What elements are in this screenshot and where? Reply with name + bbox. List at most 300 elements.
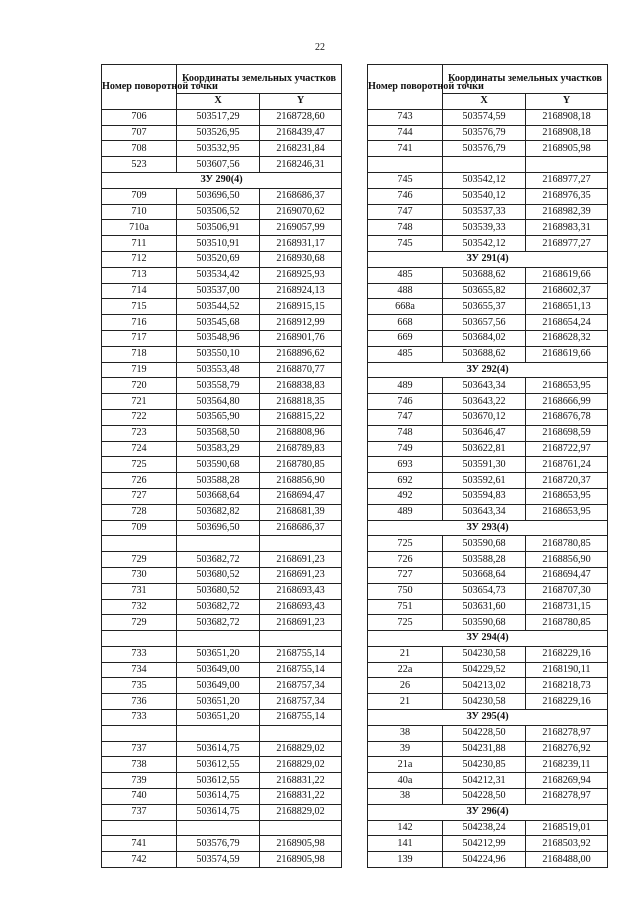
y-coordinate-cell: 2168278,97: [526, 789, 608, 805]
header-point-number: Номер поворотной точки: [368, 65, 443, 110]
point-number-cell: 692: [368, 473, 443, 489]
point-number-cell: 733: [102, 710, 177, 726]
x-coordinate-cell: 503688,62: [443, 346, 526, 362]
table-row: [102, 141, 342, 157]
y-coordinate-cell: 2168619,66: [526, 346, 608, 362]
point-number-cell: 489: [368, 504, 443, 520]
table-row: [102, 346, 342, 362]
point-number-cell: 745: [368, 172, 443, 188]
point-number-cell: 739: [102, 773, 177, 789]
y-coordinate-cell: 2168856,90: [260, 473, 342, 489]
x-coordinate-cell: 503655,82: [443, 283, 526, 299]
section-label: ЗУ 295(4): [368, 710, 608, 726]
x-coordinate-cell: 503594,83: [443, 488, 526, 504]
x-coordinate-cell: 503506,52: [177, 204, 260, 220]
y-coordinate-cell: 2168229,16: [526, 646, 608, 662]
y-coordinate-cell: 2168977,27: [526, 172, 608, 188]
x-coordinate-cell: 503696,50: [177, 188, 260, 204]
table-row: [368, 615, 608, 631]
y-coordinate-cell: [526, 157, 608, 173]
x-coordinate-cell: 503682,72: [177, 599, 260, 615]
x-coordinate-cell: 503590,68: [177, 457, 260, 473]
table-row: [368, 220, 608, 236]
x-coordinate-cell: 503537,00: [177, 283, 260, 299]
x-coordinate-cell: 503542,12: [443, 236, 526, 252]
x-coordinate-cell: 503655,37: [443, 299, 526, 315]
x-coordinate-cell: 504212,99: [443, 836, 526, 852]
point-number-cell: 722: [102, 409, 177, 425]
table-row: [102, 662, 342, 678]
x-coordinate-cell: [177, 536, 260, 552]
table-row: [102, 741, 342, 757]
y-coordinate-cell: 2168780,85: [526, 536, 608, 552]
y-coordinate-cell: 2168905,98: [526, 141, 608, 157]
table-row: [102, 536, 342, 552]
coordinates-table-left-body: [102, 109, 342, 867]
coordinates-table-right: [367, 64, 608, 868]
table-row: [102, 220, 342, 236]
point-number-cell: 733: [102, 646, 177, 662]
x-coordinate-cell: 503588,28: [177, 473, 260, 489]
point-number-cell: 721: [102, 394, 177, 410]
x-coordinate-cell: 503651,20: [177, 694, 260, 710]
x-coordinate-cell: 503614,75: [177, 804, 260, 820]
y-coordinate-cell: 2168693,43: [260, 599, 342, 615]
point-number-cell: 21: [368, 694, 443, 710]
point-number-cell: 735: [102, 678, 177, 694]
x-coordinate-cell: 503510,91: [177, 236, 260, 252]
y-coordinate-cell: 2168676,78: [526, 409, 608, 425]
y-coordinate-cell: 2168905,98: [260, 852, 342, 868]
table-row: [368, 567, 608, 583]
point-number-cell: 713: [102, 267, 177, 283]
x-coordinate-cell: 503688,62: [443, 267, 526, 283]
table-row: [368, 315, 608, 331]
point-number-cell: 712: [102, 251, 177, 267]
x-coordinate-cell: 503545,68: [177, 315, 260, 331]
table-row: [102, 631, 342, 647]
y-coordinate-cell: 2168757,34: [260, 694, 342, 710]
point-number-cell: 26: [368, 678, 443, 694]
point-number-cell: 741: [102, 836, 177, 852]
point-number-cell: [102, 631, 177, 647]
y-coordinate-cell: 2168694,47: [260, 488, 342, 504]
table-row: [102, 204, 342, 220]
table-row: [368, 488, 608, 504]
x-coordinate-cell: 504238,24: [443, 820, 526, 836]
x-coordinate-cell: 503654,73: [443, 583, 526, 599]
y-coordinate-cell: 2168278,97: [526, 725, 608, 741]
point-number-cell: 725: [368, 615, 443, 631]
y-coordinate-cell: 2168829,02: [260, 741, 342, 757]
x-coordinate-cell: [177, 820, 260, 836]
point-number-cell: 724: [102, 441, 177, 457]
y-coordinate-cell: 2168908,18: [526, 125, 608, 141]
y-coordinate-cell: 2168686,37: [260, 520, 342, 536]
table-row: [368, 552, 608, 568]
point-number-cell: 669: [368, 330, 443, 346]
y-coordinate-cell: 2168755,14: [260, 710, 342, 726]
y-coordinate-cell: 2168653,95: [526, 378, 608, 394]
table-row: [102, 251, 342, 267]
table-row: [102, 567, 342, 583]
table-row: [368, 646, 608, 662]
point-number-cell: 726: [102, 473, 177, 489]
table-row: [102, 773, 342, 789]
table-row: [102, 678, 342, 694]
point-number-cell: 714: [102, 283, 177, 299]
x-coordinate-cell: 503614,75: [177, 789, 260, 805]
y-coordinate-cell: 2168666,99: [526, 394, 608, 410]
point-number-cell: 727: [368, 567, 443, 583]
x-coordinate-cell: 503588,28: [443, 552, 526, 568]
table-row: [368, 725, 608, 741]
x-coordinate-cell: [177, 631, 260, 647]
header-coordinates: Координаты земельных участков: [177, 65, 342, 94]
table-row: [368, 678, 608, 694]
section-row: [368, 710, 608, 726]
section-label: ЗУ 293(4): [368, 520, 608, 536]
point-number-cell: 706: [102, 109, 177, 125]
table-row: [368, 330, 608, 346]
table-row: [102, 236, 342, 252]
x-coordinate-cell: 503576,79: [443, 141, 526, 157]
point-number-cell: 709: [102, 520, 177, 536]
x-coordinate-cell: 503550,10: [177, 346, 260, 362]
point-number-cell: 488: [368, 283, 443, 299]
y-coordinate-cell: 2168761,24: [526, 457, 608, 473]
point-number-cell: 741: [368, 141, 443, 157]
x-coordinate-cell: 503607,56: [177, 157, 260, 173]
y-coordinate-cell: 2168691,23: [260, 615, 342, 631]
y-coordinate-cell: 2168229,16: [526, 694, 608, 710]
header-x: X: [443, 94, 526, 110]
table-row: [102, 378, 342, 394]
point-number-cell: 734: [102, 662, 177, 678]
y-coordinate-cell: 2168896,62: [260, 346, 342, 362]
y-coordinate-cell: 2168977,27: [526, 236, 608, 252]
table-row: [368, 694, 608, 710]
point-number-cell: 693: [368, 457, 443, 473]
y-coordinate-cell: 2168838,83: [260, 378, 342, 394]
x-coordinate-cell: 503590,68: [443, 615, 526, 631]
y-coordinate-cell: 2168651,13: [526, 299, 608, 315]
table-row: [368, 820, 608, 836]
table-row: [368, 267, 608, 283]
x-coordinate-cell: 503592,61: [443, 473, 526, 489]
table-row: [102, 504, 342, 520]
point-number-cell: 668: [368, 315, 443, 331]
x-coordinate-cell: 503526,95: [177, 125, 260, 141]
x-coordinate-cell: 503668,64: [177, 488, 260, 504]
table-row: [102, 188, 342, 204]
table-row: [102, 125, 342, 141]
x-coordinate-cell: 504231,88: [443, 741, 526, 757]
point-number-cell: 39: [368, 741, 443, 757]
y-coordinate-cell: 2168276,92: [526, 741, 608, 757]
y-coordinate-cell: 2168628,32: [526, 330, 608, 346]
point-number-cell: 715: [102, 299, 177, 315]
table-row: [368, 504, 608, 520]
y-coordinate-cell: 2168246,31: [260, 157, 342, 173]
table-row: [102, 409, 342, 425]
x-coordinate-cell: 504228,50: [443, 789, 526, 805]
x-coordinate-cell: 503517,29: [177, 109, 260, 125]
table-row: [102, 267, 342, 283]
section-label: ЗУ 296(4): [368, 804, 608, 820]
point-number-cell: 747: [368, 204, 443, 220]
x-coordinate-cell: 503682,72: [177, 552, 260, 568]
header-x: X: [177, 94, 260, 110]
x-coordinate-cell: 504212,31: [443, 773, 526, 789]
section-row: [102, 172, 342, 188]
x-coordinate-cell: 503646,47: [443, 425, 526, 441]
point-number-cell: 745: [368, 236, 443, 252]
table-row: [102, 599, 342, 615]
x-coordinate-cell: 503682,72: [177, 615, 260, 631]
point-number-cell: 38: [368, 789, 443, 805]
point-number-cell: 737: [102, 804, 177, 820]
y-coordinate-cell: 2168698,59: [526, 425, 608, 441]
point-number-cell: 718: [102, 346, 177, 362]
y-coordinate-cell: 2168653,95: [526, 488, 608, 504]
x-coordinate-cell: 503670,12: [443, 409, 526, 425]
point-number-cell: 21: [368, 646, 443, 662]
table-row: [102, 330, 342, 346]
point-number-cell: 523: [102, 157, 177, 173]
x-coordinate-cell: 504228,50: [443, 725, 526, 741]
x-coordinate-cell: 504230,58: [443, 694, 526, 710]
y-coordinate-cell: 2168915,15: [260, 299, 342, 315]
point-number-cell: 746: [368, 394, 443, 410]
y-coordinate-cell: 2168831,22: [260, 773, 342, 789]
x-coordinate-cell: 503544,52: [177, 299, 260, 315]
table-row: [368, 757, 608, 773]
y-coordinate-cell: 2169070,62: [260, 204, 342, 220]
point-number-cell: 751: [368, 599, 443, 615]
section-label: ЗУ 294(4): [368, 631, 608, 647]
y-coordinate-cell: 2168815,22: [260, 409, 342, 425]
table-row: [368, 394, 608, 410]
coordinates-table-right-body: [368, 109, 608, 867]
point-number-cell: 139: [368, 852, 443, 868]
y-coordinate-cell: 2168831,22: [260, 789, 342, 805]
y-coordinate-cell: 2168503,92: [526, 836, 608, 852]
table-row: [368, 836, 608, 852]
y-coordinate-cell: 2168912,99: [260, 315, 342, 331]
point-number-cell: 141: [368, 836, 443, 852]
y-coordinate-cell: 2168757,34: [260, 678, 342, 694]
point-number-cell: 711: [102, 236, 177, 252]
y-coordinate-cell: 2168731,15: [526, 599, 608, 615]
point-number-cell: 22а: [368, 662, 443, 678]
x-coordinate-cell: 503539,33: [443, 220, 526, 236]
table-row: [368, 789, 608, 805]
point-number-cell: 489: [368, 378, 443, 394]
x-coordinate-cell: 503680,52: [177, 567, 260, 583]
y-coordinate-cell: 2168728,60: [260, 109, 342, 125]
table-row: [102, 583, 342, 599]
y-coordinate-cell: 2168976,35: [526, 188, 608, 204]
x-coordinate-cell: 503576,79: [443, 125, 526, 141]
point-number-cell: 748: [368, 220, 443, 236]
point-number-cell: 725: [368, 536, 443, 552]
y-coordinate-cell: 2168693,43: [260, 583, 342, 599]
table-row: [102, 283, 342, 299]
y-coordinate-cell: 2168654,24: [526, 315, 608, 331]
table-row: [368, 188, 608, 204]
point-number-cell: 723: [102, 425, 177, 441]
table-row: [368, 172, 608, 188]
point-number-cell: [368, 157, 443, 173]
x-coordinate-cell: 503574,59: [443, 109, 526, 125]
point-number-cell: 728: [102, 504, 177, 520]
x-coordinate-cell: 503612,55: [177, 773, 260, 789]
y-coordinate-cell: 2168694,47: [526, 567, 608, 583]
page-number: 22: [315, 42, 325, 53]
x-coordinate-cell: 503542,12: [443, 172, 526, 188]
y-coordinate-cell: 2168983,31: [526, 220, 608, 236]
table-row: [368, 599, 608, 615]
x-coordinate-cell: 504230,85: [443, 757, 526, 773]
table-row: [102, 425, 342, 441]
table-row: [368, 236, 608, 252]
table-row: [368, 283, 608, 299]
point-number-cell: 742: [102, 852, 177, 868]
point-number-cell: 40а: [368, 773, 443, 789]
x-coordinate-cell: 503532,95: [177, 141, 260, 157]
y-coordinate-cell: 2168870,77: [260, 362, 342, 378]
table-row: [102, 804, 342, 820]
table-row: [102, 299, 342, 315]
x-coordinate-cell: 503680,52: [177, 583, 260, 599]
point-number-cell: 717: [102, 330, 177, 346]
x-coordinate-cell: 503564,80: [177, 394, 260, 410]
y-coordinate-cell: [260, 631, 342, 647]
point-number-cell: 730: [102, 567, 177, 583]
point-number-cell: [102, 536, 177, 552]
x-coordinate-cell: [443, 157, 526, 173]
table-row: [102, 820, 342, 836]
table-row: [368, 378, 608, 394]
y-coordinate-cell: 2168602,37: [526, 283, 608, 299]
point-number-cell: 710: [102, 204, 177, 220]
point-number-cell: 748: [368, 425, 443, 441]
y-coordinate-cell: 2168780,85: [260, 457, 342, 473]
y-coordinate-cell: 2168218,73: [526, 678, 608, 694]
table-row: [102, 694, 342, 710]
point-number-cell: 709: [102, 188, 177, 204]
x-coordinate-cell: 504224,96: [443, 852, 526, 868]
point-number-cell: 738: [102, 757, 177, 773]
y-coordinate-cell: 2168439,47: [260, 125, 342, 141]
table-row: [102, 789, 342, 805]
y-coordinate-cell: 2168924,13: [260, 283, 342, 299]
y-coordinate-cell: [260, 536, 342, 552]
point-number-cell: 726: [368, 552, 443, 568]
point-number-cell: 492: [368, 488, 443, 504]
table-row: [102, 710, 342, 726]
x-coordinate-cell: 503643,34: [443, 504, 526, 520]
point-number-cell: 749: [368, 441, 443, 457]
y-coordinate-cell: 2168901,76: [260, 330, 342, 346]
y-coordinate-cell: 2168908,18: [526, 109, 608, 125]
coordinates-table-left: [101, 64, 342, 868]
point-number-cell: 38: [368, 725, 443, 741]
table-row: [102, 852, 342, 868]
x-coordinate-cell: 504213,02: [443, 678, 526, 694]
table-row: [102, 552, 342, 568]
x-coordinate-cell: 503649,00: [177, 662, 260, 678]
table-row: [368, 109, 608, 125]
point-number-cell: 746: [368, 188, 443, 204]
y-coordinate-cell: 2168789,83: [260, 441, 342, 457]
point-number-cell: 668а: [368, 299, 443, 315]
x-coordinate-cell: 503506,91: [177, 220, 260, 236]
header-y: Y: [526, 94, 608, 110]
x-coordinate-cell: 503537,33: [443, 204, 526, 220]
x-coordinate-cell: 503565,90: [177, 409, 260, 425]
y-coordinate-cell: 2168686,37: [260, 188, 342, 204]
point-number-cell: [102, 725, 177, 741]
table-row: [102, 362, 342, 378]
x-coordinate-cell: 503534,42: [177, 267, 260, 283]
y-coordinate-cell: 2168707,30: [526, 583, 608, 599]
table-row: [368, 157, 608, 173]
point-number-cell: 729: [102, 552, 177, 568]
y-coordinate-cell: 2168808,96: [260, 425, 342, 441]
x-coordinate-cell: 503553,48: [177, 362, 260, 378]
point-number-cell: 744: [368, 125, 443, 141]
table-row: [368, 741, 608, 757]
point-number-cell: 719: [102, 362, 177, 378]
x-coordinate-cell: 503574,59: [177, 852, 260, 868]
table-row: [368, 773, 608, 789]
header-point-number: Номер поворотной точки: [102, 65, 177, 110]
section-row: [368, 804, 608, 820]
y-coordinate-cell: 2168681,39: [260, 504, 342, 520]
y-coordinate-cell: 2168780,85: [526, 615, 608, 631]
y-coordinate-cell: 2168856,90: [526, 552, 608, 568]
point-number-cell: 725: [102, 457, 177, 473]
table-row: [102, 646, 342, 662]
table-row: [368, 141, 608, 157]
y-coordinate-cell: 2168231,84: [260, 141, 342, 157]
table-row: [102, 457, 342, 473]
x-coordinate-cell: 504229,52: [443, 662, 526, 678]
table-row: [368, 409, 608, 425]
y-coordinate-cell: 2168931,17: [260, 236, 342, 252]
section-row: [368, 520, 608, 536]
point-number-cell: 747: [368, 409, 443, 425]
x-coordinate-cell: 503651,20: [177, 646, 260, 662]
x-coordinate-cell: 503631,60: [443, 599, 526, 615]
table-row: [368, 457, 608, 473]
x-coordinate-cell: 503583,29: [177, 441, 260, 457]
point-number-cell: 485: [368, 346, 443, 362]
table-row: [102, 441, 342, 457]
point-number-cell: [102, 820, 177, 836]
table-row: [368, 125, 608, 141]
table-row: [102, 725, 342, 741]
point-number-cell: 727: [102, 488, 177, 504]
x-coordinate-cell: 503558,79: [177, 378, 260, 394]
x-coordinate-cell: 503568,50: [177, 425, 260, 441]
table-row: [368, 536, 608, 552]
x-coordinate-cell: 503614,75: [177, 741, 260, 757]
x-coordinate-cell: 503684,02: [443, 330, 526, 346]
y-coordinate-cell: 2168755,14: [260, 646, 342, 662]
